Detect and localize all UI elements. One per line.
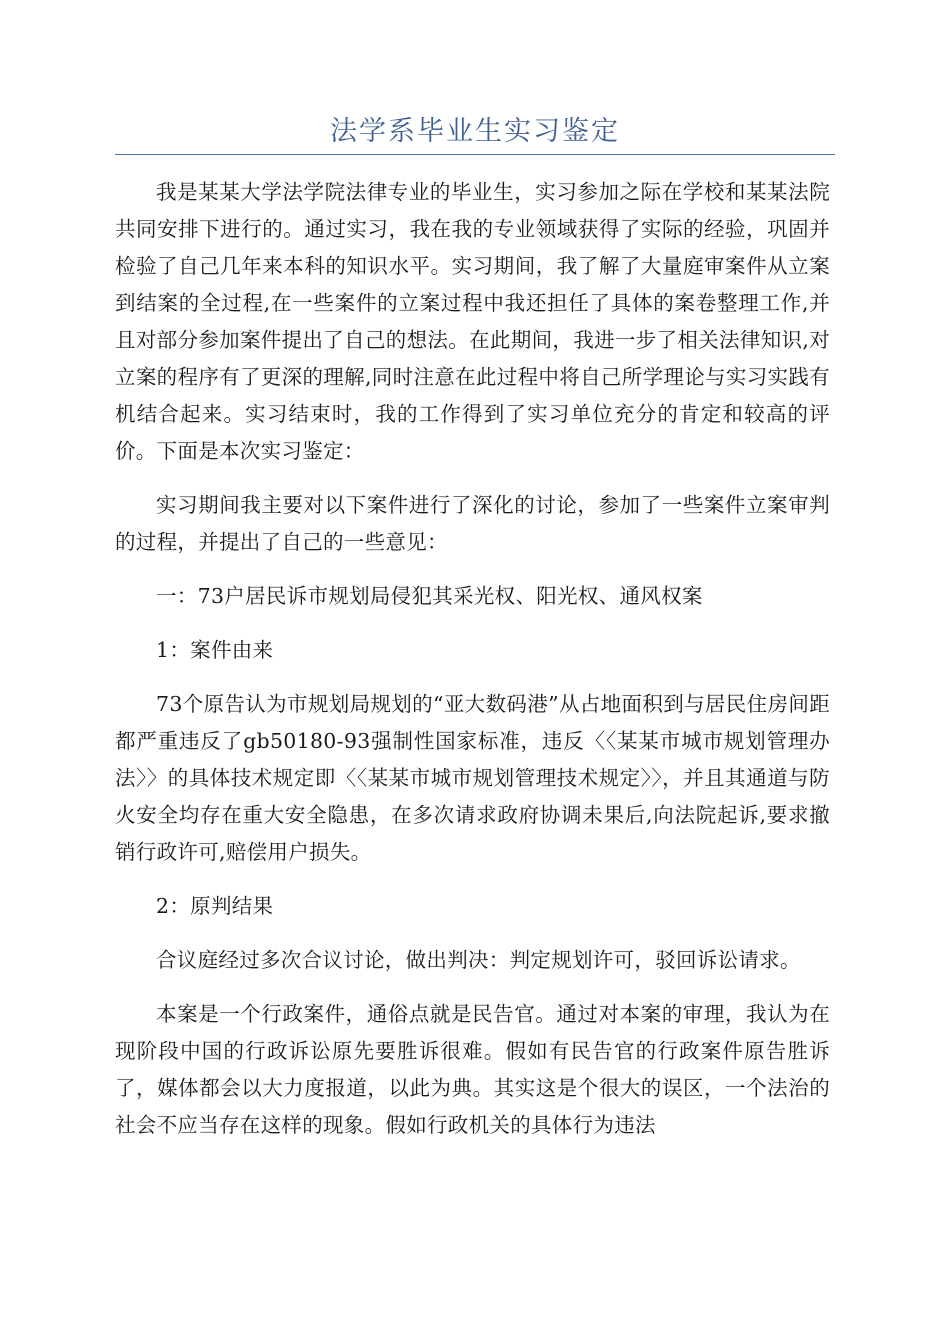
heading-case-origin: 1：案件由来 — [156, 638, 274, 662]
paragraph-spacer — [115, 925, 830, 942]
paragraph-cases-overview: 实习期间我主要对以下案件进行了深化的讨论，参加了一些案件立案审判的过程，并提出了自己的一些意见： — [115, 493, 830, 554]
paragraph-original-judgment: 合议庭经过多次合议讨论，做出判决：判定规划许可，驳回诉讼请求。 — [156, 948, 801, 972]
document-title: 法学系毕业生实习鉴定 — [330, 116, 620, 147]
heading-original-judgment: 2：原判结果 — [156, 894, 274, 918]
heading-case-one: 一：73户居民诉市规划局侵犯其采光权、阳光权、通风权案 — [156, 584, 703, 608]
paragraph-intro: 我是某某大学法学院法律专业的毕业生，实习参加之际在学校和某某法院共同安排下进行的。通过实习，我在我的专业领域获得了实际的经验，巩固并检验了自己几年来本科的知识水平。实习期间，我了解了大量庭审案件从立案到结案的全过程,在一些案件的立案过程中我还担任了具体的案卷整理工作,并且对部分参加案件提出了自己的想法。在此期间，我进一步了相关法律知识,对立案的程序有了更深的理解,同时注意在此过程中将自己所学理论与实习实践有机结合起来。实习结束时，我的工作得到了实习单位充分的肯定和较高的评价。下面是本次实习鉴定： — [115, 180, 830, 463]
paragraph-spacer — [115, 615, 830, 632]
title-underline — [115, 154, 835, 155]
paragraph-analysis: 本案是一个行政案件，通俗点就是民告官。通过对本案的审理，我认为在现阶段中国的行政诉讼原先要胜诉很难。假如有民告官的行政案件原告胜诉了，媒体都会以大力度报道，以此为典。其实这是个很大的误区，一个法治的社会不应当存在这样的现象。假如行政机关的具体行为违法 — [115, 1002, 830, 1137]
paragraph-spacer — [115, 669, 830, 686]
paragraph-spacer — [115, 979, 830, 996]
paragraph-spacer — [115, 470, 830, 487]
document-body — [115, 174, 830, 1144]
paragraph-case-origin: 73个原告认为市规划局规划的“亚大数码港”从占地面积到与居民住房间距都严重违反了gb50180-93强制性国家标准，违反〈〈某某市城市规划管理办法〉〉的具体技术规定即〈〈某某市城市规划管理技术规定〉〉，并且其通道与防火安全均存在重大安全隐患，在多次请求政府协调未果后,向法院起诉,要求撤销行政许可,赔偿用户损失。 — [115, 692, 830, 864]
paragraph-spacer — [115, 871, 830, 888]
paragraph-spacer — [115, 561, 830, 578]
